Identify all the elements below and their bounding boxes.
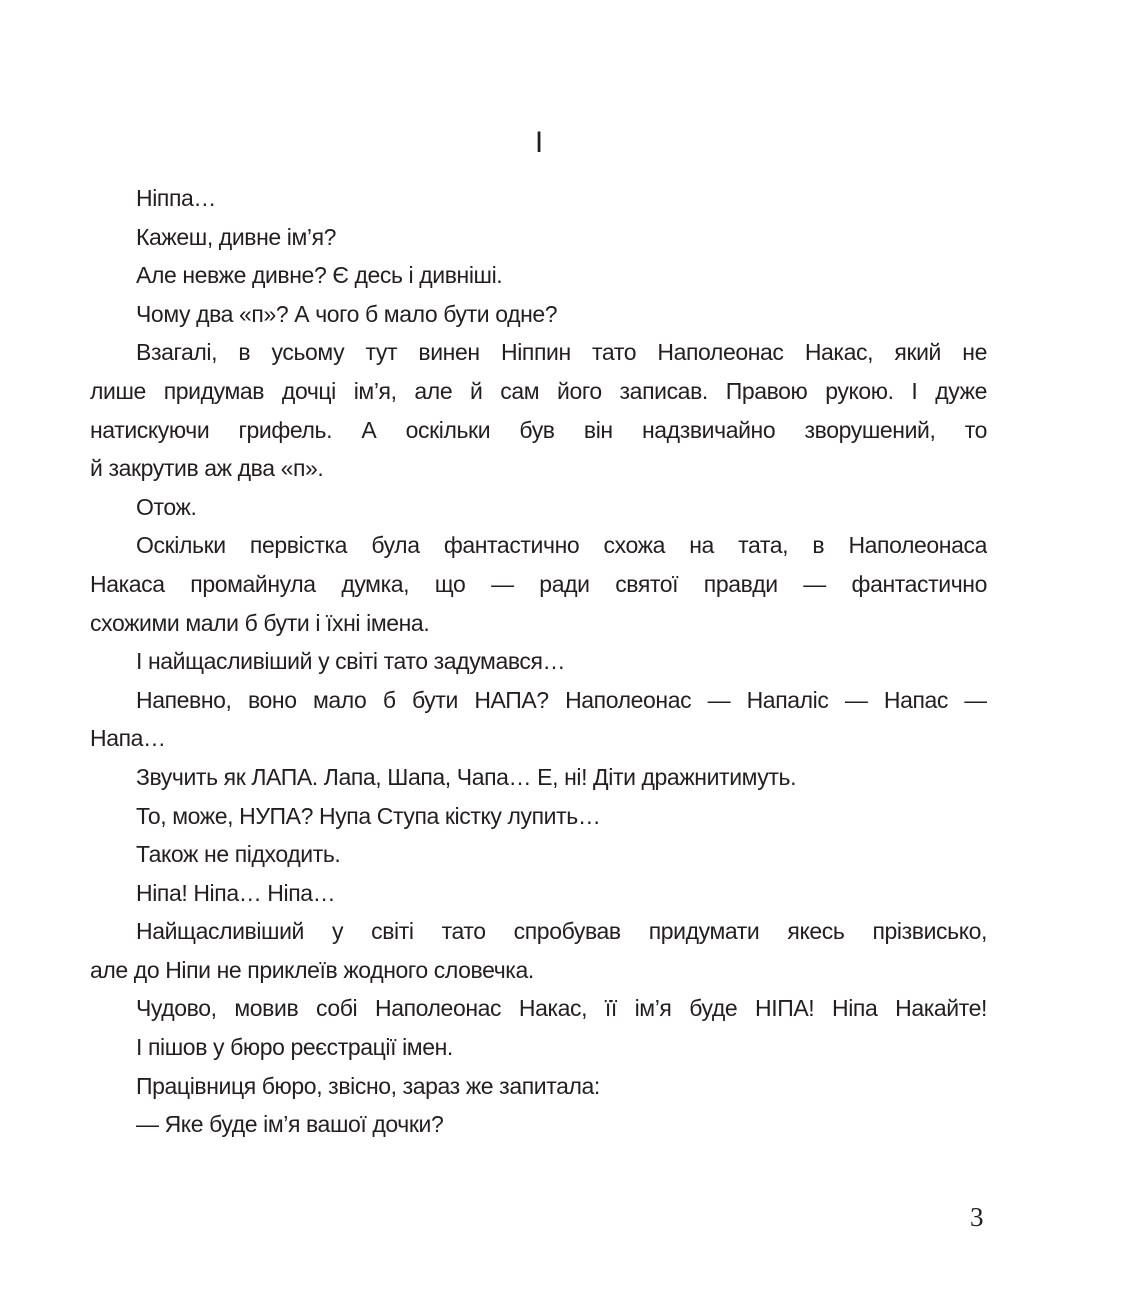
text-line: Чому два «п»? А чого б мало бути одне? xyxy=(136,300,558,327)
text-line: Оскільки первістка була фантастично схожа на тата, в Наполеонаса xyxy=(136,532,987,559)
body-text xyxy=(90,179,987,1144)
text-line: І найщасливіший у світі тато задумався… xyxy=(136,648,566,675)
page-number: 3 xyxy=(970,1202,984,1232)
text-line: Ніппа… xyxy=(136,185,217,211)
text-line: Також не підходить. xyxy=(136,841,341,868)
text-line: Але невже дивне? Є десь і дивніші. xyxy=(136,262,503,289)
text-line: Ніпа! Ніпа… Ніпа… xyxy=(136,879,336,906)
text-line: Накаса промайнула думка, що — ради святої правди — фантастично xyxy=(90,570,987,597)
text-line: Напевно, воно мало б бути НАПА? Наполеонас — Напаліс — Напас — xyxy=(136,686,987,713)
text-line: й закрутив аж два «п». xyxy=(90,455,324,482)
text-line: Чудово, мовив собі Наполеонас Накас, її ім’я буде НІПА! Ніпа Накайте! xyxy=(136,995,987,1022)
text-line: Найщасливіший у світі тато спробував придумати якесь прізвисько, xyxy=(136,918,987,945)
text-line: Працівниця бюро, звісно, зараз же запитала: xyxy=(136,1072,600,1099)
text-line: Кажеш, дивне ім’я? xyxy=(136,223,337,250)
text-line: Звучить як ЛАПА. Лапа, Шапа, Чапа… Е, ні! Діти дражнитимуть. xyxy=(136,763,797,790)
text-line: І пішов у бюро реєстрації імен. xyxy=(136,1034,453,1061)
text-line: То, може, НУПА? Нупа Ступа кістку лупить… xyxy=(136,802,601,829)
text-line: Отож. xyxy=(136,493,197,520)
text-line: схожими мали б бути і їхні імена. xyxy=(90,609,430,636)
text-line: Взагалі, в усьому тут винен Ніппин тато Наполеонас Накас, який не xyxy=(136,339,987,366)
text-line: лише придумав дочці ім’я, але й сам його записав. Правою рукою. І дуже xyxy=(90,377,987,404)
chapter-title: I xyxy=(534,126,544,159)
text-line: — Яке буде ім’я вашої дочки? xyxy=(136,1111,444,1138)
text-line: Напа… xyxy=(90,725,166,752)
text-line: але до Ніпи не приклеїв жодного словечка. xyxy=(90,956,534,983)
text-line: натискуючи грифель. А оскільки був він надзвичайно зворушений, то xyxy=(90,416,987,443)
